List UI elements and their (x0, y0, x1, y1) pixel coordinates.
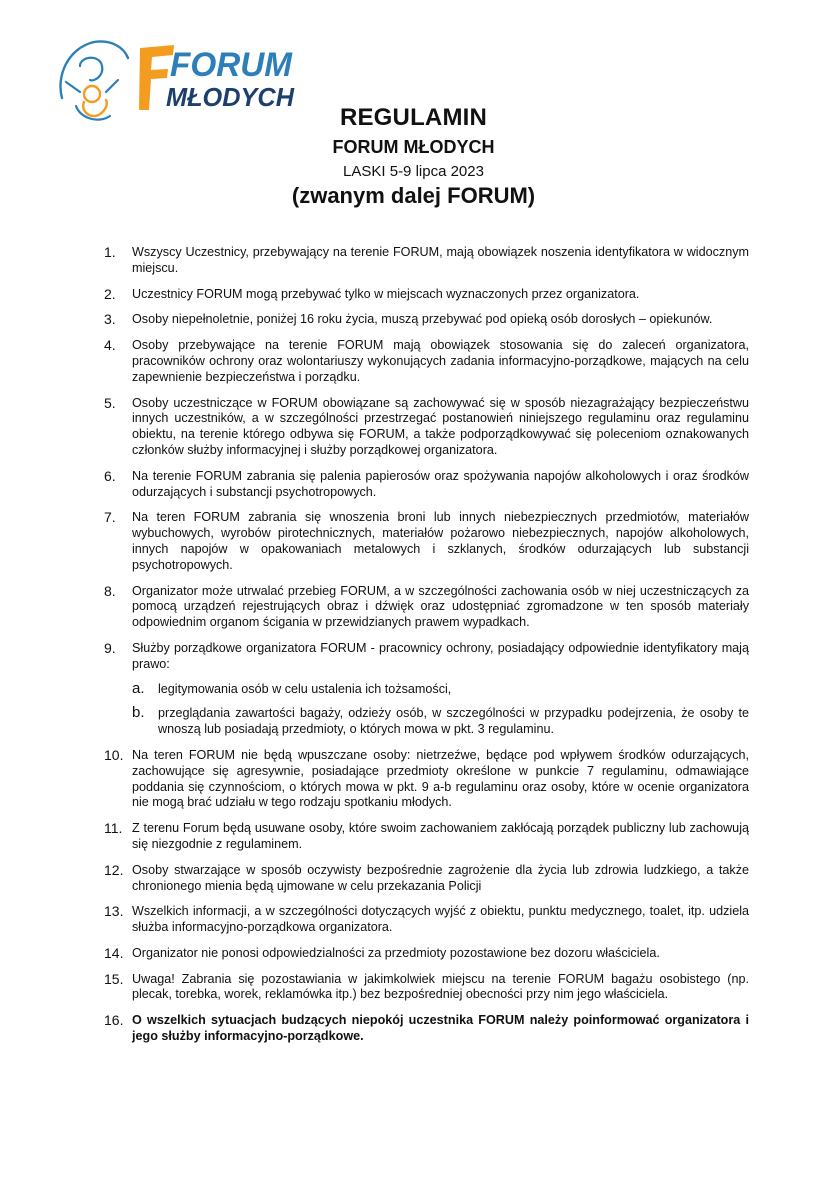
rule-text: Na terenie FORUM zabrania się palenia papierosów oraz spożywania napojów alkoholowych i oraz środków odurzających i substancji psychotropowych. (132, 468, 749, 499)
rule-number: 13. (104, 903, 124, 920)
rule-text: Z terenu Forum będą usuwane osoby, które swoim zachowaniem zakłócają porządek publiczny lub zachowują się niezgodnie z regulaminem. (132, 821, 749, 851)
rule-item (104, 748, 749, 811)
rule-item (104, 972, 749, 1004)
rule-text: Osoby uczestniczące w FORUM obowiązane są zachowywać się w sposób niezagrażający bezpieczeństwu innych uczestników, a w szczególności przestrzegać postanowień niniejszego regulaminu oraz regulaminu obiektu, na terenie którego odbywa się FORUM, a także podporządkowywać się poleceniom oznakowanych członków służby informacyjnej i służby porządkowej organizatora. (132, 395, 749, 457)
rule-text: Organizator nie ponosi odpowiedzialności za przedmioty pozostawione bez dozoru właściciela. (132, 945, 660, 960)
document-alias: (zwanym dalej FORUM) (291, 183, 536, 208)
rule-number: 2. (104, 285, 116, 302)
rule-number: 4. (104, 337, 116, 354)
rule-number: 7. (104, 509, 116, 526)
rule-text: Organizator może utrwalać przebieg FORUM, a w szczególności zachowania osób w niej uczestniczących za pomocą urządzeń rejestrujących obraz i dźwięk oraz udostępniać zgromadzone w ten sposób materiały odpowiednim organom ścigania w przewidzianych prawem wypadkach. (132, 583, 749, 630)
rule-item (104, 338, 749, 385)
rule-number: 1. (104, 244, 116, 260)
rule-number: 10. (104, 746, 124, 763)
subitem-letter: a. (132, 679, 145, 697)
rule-text: Uczestnicy FORUM mogą przebywać tylko w miejscach wyznaczonych przez organizatora. (132, 286, 640, 301)
rule-item (104, 904, 749, 936)
rule-number: 5. (104, 394, 116, 411)
subitem-letter: b. (132, 704, 145, 722)
rule-text: Osoby stwarzające w sposób oczywisty bezpośrednie zagrożenie dla życia lub zdrowia ludzkiego, a także chronionego mienia będą ujmowane w celu przekazania Policji (132, 862, 749, 893)
rule-item (104, 641, 749, 738)
event-place-date: LASKI 5-9 lipca 2023 (343, 163, 484, 180)
rule-text: Na teren FORUM nie będą wpuszczane osoby: nietrzeźwe, będące pod wpływem środków odurzających, zachowujące się agresywnie, posiadające przedmioty określone w punkcie 7 regulaminu, odmawiające poddania się czynnościom, o których mowa w pkt. 9 a-b regulaminu oraz osoby, które w ocenie organizatora nie mogą brać udziału w tego rodzaju spotkaniu młodych. (132, 747, 749, 810)
rule-item (104, 396, 749, 459)
rule-text: Osoby przebywające na terenie FORUM mają obowiązek stosowania się do zaleceń organizatora, pracowników ochrony oraz wolontariuszy wykonujących zadania informacyjno-porządkowe, mających na celu zapewnienie bezpieczeństwa i porządku. (132, 338, 749, 384)
brand-word-mlodych: MŁODYCH (166, 82, 296, 112)
rule-number: 9. (104, 639, 116, 656)
rule-item (104, 584, 749, 631)
rule-item (104, 312, 749, 328)
subitem-text: przeglądania zawartości bagaży, odzieży osób, w szczególności w przypadku podejrzenia, że osoby te wnoszą lub posiadają przedmioty, o których mowa w pkt. 3 regulaminu. (158, 706, 749, 737)
rules-list (104, 245, 749, 1055)
rule-item (104, 1013, 749, 1045)
rule-text: Na teren FORUM zabrania się wnoszenia broni lub innych niebezpiecznych przedmiotów, materiałów wybuchowych, wyrobów pirotechnicznych, materiałów pożarowo niebezpiecznych, napojów alkoholowych, innych napojów w opakowaniach metalowych i szklanych, środków odurzających lub substancji psychotropowych. (132, 510, 749, 572)
rule-number: 16. (104, 1012, 124, 1029)
rule-text: Służby porządkowe organizatora FORUM - pracownicy ochrony, posiadający odpowiednie identyfikatory mają prawo: (132, 640, 749, 671)
rule-sublist (132, 679, 749, 738)
rule-number: 12. (104, 861, 124, 878)
rule-item (104, 821, 749, 853)
rule-number: 6. (104, 467, 116, 484)
rule-subitem (132, 679, 749, 698)
rule-item (104, 510, 749, 573)
rule-number: 3. (104, 311, 116, 328)
rule-subitem (132, 706, 749, 738)
rule-number: 8. (104, 582, 116, 599)
rule-item (104, 245, 749, 277)
rule-item (104, 946, 749, 962)
rule-text: Osoby niepełnoletnie, poniżej 16 roku życia, muszą przebywać pod opieką osób dorosłych – opiekunów. (132, 312, 713, 327)
rule-number: 11. (104, 820, 123, 837)
rule-text: O wszelkich sytuacjach budzących niepokój uczestnika FORUM należy poinformować organizatora i jego służby informacyjno-porządkowe. (132, 1013, 749, 1044)
rule-text: Uwaga! Zabrania się pozostawiania w jakimkolwiek miejscu na terenie FORUM bagażu osobistego (np. plecak, torebka, worek, reklamówka itp.) bez bezpośredniej obecności przy nim jego właściciela. (132, 971, 749, 1002)
rule-text: Wszelkich informacji, a w szczególności dotyczących wyjść z obiektu, punktu medycznego, toalet, itp. udziela służba informacyjno-porządkowa organizatora. (132, 904, 749, 935)
rule-text: Wszyscy Uczestnicy, przebywający na terenie FORUM, mają obowiązek noszenia identyfikatora w widocznym miejscu. (132, 245, 749, 275)
subitem-text: legitymowania osób w celu ustalenia ich tożsamości, (158, 681, 452, 696)
rule-number: 15. (104, 970, 124, 987)
rule-item (104, 287, 749, 303)
brand-word-forum: FORUM (170, 46, 293, 84)
rule-item (104, 469, 749, 501)
document-subtitle: FORUM MŁODYCH (332, 137, 495, 157)
document-title: REGULAMIN (339, 104, 488, 131)
rule-item (104, 863, 749, 895)
rule-number: 14. (104, 944, 124, 961)
